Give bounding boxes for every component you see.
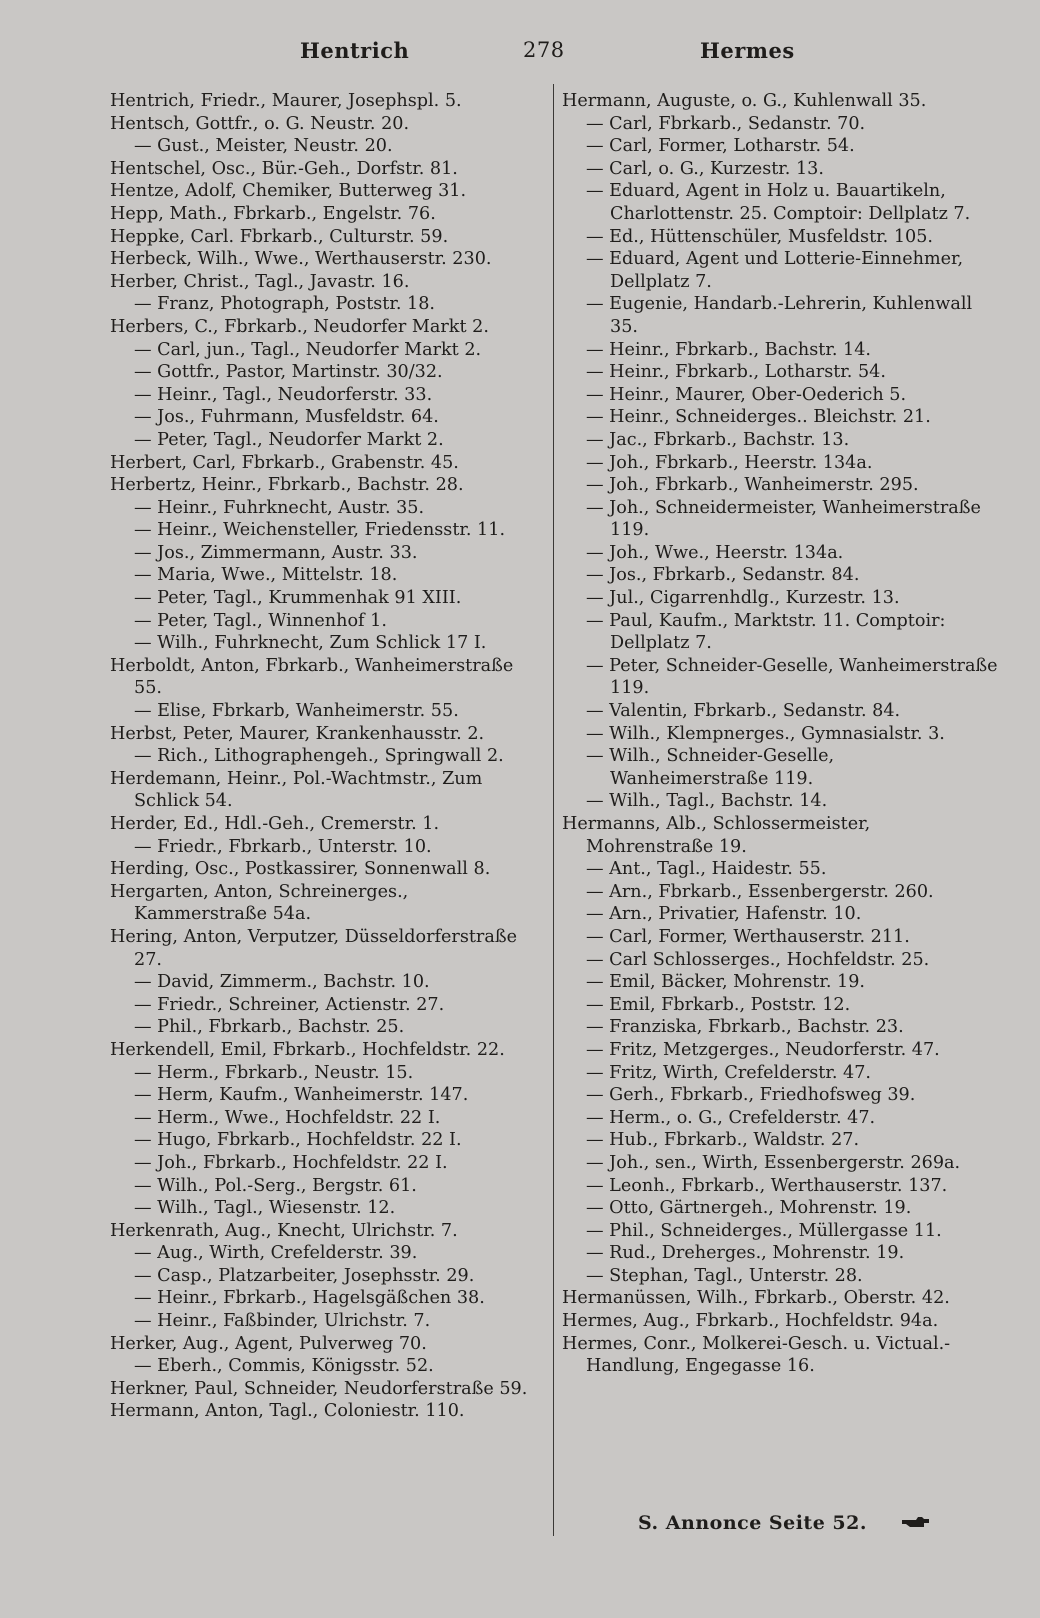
directory-entry: Herbst, Peter, Maurer, Krankenhausstr. 2.: [110, 723, 485, 744]
directory-entry: — Valentin, Fbrkarb., Sedanstr. 84.: [586, 701, 901, 722]
directory-entry: — Wilh., Fuhrknecht, Zum Schlick 17 I.: [134, 633, 487, 654]
directory-entry: Hermann, Anton, Tagl., Coloniestr. 110.: [110, 1401, 465, 1422]
directory-entry: — Hugo, Fbrkarb., Hochfeldstr. 22 I.: [134, 1130, 462, 1151]
directory-entry: — Fritz, Metzgerges., Neudorferstr. 47.: [586, 1039, 940, 1060]
directory-entry: — Heinr., Fuhrknecht, Austr. 35.: [134, 497, 425, 518]
directory-entry: Hentsch, Gottfr., o. G. Neustr. 20.: [110, 113, 410, 134]
directory-entry: Herbertz, Heinr., Fbrkarb., Bachstr. 28.: [110, 475, 464, 496]
directory-entry: — Heinr., Maurer, Ober-Oederich 5.: [586, 384, 907, 405]
directory-entry: Herder, Ed., Hdl.-Geh., Cremerstr. 1.: [110, 814, 440, 834]
directory-entry: Herkner, Paul, Schneider, Neudorferstraße 59.: [110, 1378, 528, 1399]
directory-entry: Hepp, Math., Fbrkarb., Engelstr. 76.: [110, 203, 436, 224]
directory-entry: — Otto, Gärtnergeh., Mohrenstr. 19.: [586, 1198, 912, 1219]
directory-entry: — Eberh., Commis, Königsstr. 52.: [134, 1356, 434, 1377]
directory-entry: — Friedr., Schreiner, Actienstr. 27.: [134, 994, 445, 1015]
page-number: 278: [523, 38, 565, 62]
directory-entry: — Friedr., Fbrkarb., Unterstr. 10.: [134, 836, 432, 857]
directory-entry: — Joh., Wwe., Heerstr. 134a.: [586, 542, 844, 563]
directory-entry: — Emil, Bäcker, Mohrenstr. 19.: [586, 972, 865, 993]
directory-entry: — Joh., Fbrkarb., Wanheimerstr. 295.: [586, 475, 919, 496]
directory-entry: — Fritz, Wirth, Crefelderstr. 47.: [586, 1062, 872, 1083]
directory-entry: — Carl Schlosserges., Hochfeldstr. 25.: [586, 949, 930, 970]
directory-entry: — Eduard, Agent in Holz u. Bauartikeln, Charlottenstr. 25. Comptoir: Dellplatz 7.: [586, 181, 971, 224]
directory-entry: — Franziska, Fbrkarb., Bachstr. 23.: [586, 1017, 904, 1038]
directory-entry: Hermann, Auguste, o. G., Kuhlenwall 35.: [562, 91, 927, 111]
directory-entry: Herboldt, Anton, Fbrkarb., Wanheimerstraße 55.: [110, 655, 514, 699]
directory-entry: — Leonh., Fbrkarb., Werthauserstr. 137.: [586, 1175, 948, 1196]
directory-entry: — Heinr., Fbrkarb., Bachstr. 14.: [586, 339, 871, 360]
directory-entry: Herding, Osc., Postkassirer, Sonnenwall 8.: [110, 859, 491, 880]
directory-entry: — Jos., Fuhrmann, Musfeldstr. 64.: [134, 407, 439, 428]
directory-entry: Hermanüssen, Wilh., Fbrkarb., Oberstr. 42.: [562, 1288, 950, 1309]
directory-entry: — Phil., Fbrkarb., Bachstr. 25.: [134, 1017, 405, 1038]
directory-entry: — Phil., Schneiderges., Müllergasse 11.: [586, 1220, 942, 1241]
directory-entry: — Peter, Schneider-Geselle, Wanheimerstraße 119.: [586, 655, 998, 699]
directory-entry: — Wilh., Klempnerges., Gymnasialstr. 3.: [586, 723, 945, 744]
directory-entry: — Arn., Privatier, Hafenstr. 10.: [586, 904, 862, 925]
directory-entry: — Joh., Fbrkarb., Heerstr. 134a.: [586, 452, 873, 473]
directory-entry: — Herm., Wwe., Hochfeldstr. 22 I.: [134, 1107, 441, 1128]
directory-entry: Herber, Christ., Tagl., Javastr. 16.: [110, 271, 410, 292]
header-right-name: Hermes: [700, 38, 795, 63]
directory-entry: — Carl, Former, Werthauserstr. 211.: [586, 926, 910, 947]
directory-entry: — Paul, Kaufm., Marktstr. 11. Comptoir: Dellplatz 7.: [586, 610, 946, 654]
directory-entry: Herbers, C., Fbrkarb., Neudorfer Markt 2.: [110, 316, 489, 337]
directory-entry: — Carl, o. G., Kurzestr. 13.: [586, 158, 824, 179]
directory-entry: — Carl, Fbrkarb., Sedanstr. 70.: [586, 113, 866, 134]
directory-entry: — Eduard, Agent und Lotterie-Einnehmer, Dellplatz 7.: [586, 249, 964, 292]
right-column: [562, 90, 998, 1378]
directory-entry: — Wilh., Pol.-Serg., Bergstr. 61.: [134, 1175, 417, 1196]
directory-entry: — Wilh., Tagl., Bachstr. 14.: [586, 791, 828, 812]
directory-entry: Hentze, Adolf, Chemiker, Butterweg 31.: [110, 181, 467, 202]
directory-entry: Hermanns, Alb., Schlossermeister, Mohrenstraße 19.: [562, 814, 871, 857]
directory-entry: — Heinr., Faßbinder, Ulrichstr. 7.: [134, 1311, 431, 1332]
directory-entry: Hermes, Conr., Molkerei-Gesch. u. Victual.-Handlung, Engegasse 16.: [562, 1333, 951, 1377]
directory-entry: — Ant., Tagl., Haidestr. 55.: [586, 859, 827, 880]
directory-entry: — Aug., Wirth, Crefelderstr. 39.: [134, 1243, 418, 1264]
pointing-hand-icon: [900, 1515, 930, 1529]
directory-entry: — Heinr., Fbrkarb., Lotharstr. 54.: [586, 362, 886, 383]
directory-entry: Hentschel, Osc., Bür.-Geh., Dorfstr. 81.: [110, 158, 458, 179]
directory-entry: Herbeck, Wilh., Wwe., Werthauserstr. 230.: [110, 249, 492, 270]
annonce-note: S. Annonce Seite 52.: [638, 1512, 867, 1534]
directory-entry: — Peter, Tagl., Neudorfer Markt 2.: [134, 429, 444, 450]
directory-entry: — Heinr., Tagl., Neudorferstr. 33.: [134, 384, 433, 405]
directory-entry: — Joh., sen., Wirth, Essenbergerstr. 269a.: [586, 1152, 961, 1173]
directory-entry: — Eugenie, Handarb.-Lehrerin, Kuhlenwall 35.: [586, 294, 973, 337]
directory-entry: — Carl, jun., Tagl., Neudorfer Markt 2.: [134, 339, 482, 360]
directory-entry: — Herm., Fbrkarb., Neustr. 15.: [134, 1062, 414, 1083]
directory-entry: — Joh., Fbrkarb., Hochfeldstr. 22 I.: [134, 1152, 448, 1173]
directory-entry: — Franz, Photograph, Poststr. 18.: [134, 294, 435, 315]
directory-entry: — Hub., Fbrkarb., Waldstr. 27.: [586, 1130, 860, 1151]
directory-entry: — Gerh., Fbrkarb., Friedhofsweg 39.: [586, 1085, 916, 1106]
directory-entry: Herkenrath, Aug., Knecht, Ulrichstr. 7.: [110, 1220, 458, 1241]
directory-entry: Hermes, Aug., Fbrkarb., Hochfeldstr. 94a.: [562, 1311, 939, 1332]
directory-entry: — Carl, Former, Lotharstr. 54.: [586, 136, 855, 157]
directory-entry: — Elise, Fbrkarb, Wanheimerstr. 55.: [134, 701, 459, 722]
directory-entry: — Rich., Lithographengeh., Springwall 2.: [134, 746, 504, 767]
directory-entry: — Casp., Platzarbeiter, Josephsstr. 29.: [134, 1265, 475, 1286]
directory-entry: — Gottfr., Pastor, Martinstr. 30/32.: [134, 362, 443, 383]
directory-entry: — Heinr., Weichensteller, Friedensstr. 11.: [134, 520, 506, 541]
directory-entry: Herkendell, Emil, Fbrkarb., Hochfeldstr. 22.: [110, 1039, 505, 1060]
directory-entry: — Stephan, Tagl., Unterstr. 28.: [586, 1265, 863, 1286]
column-divider: [553, 84, 554, 1536]
directory-entry: — Wilh., Tagl., Wiesenstr. 12.: [134, 1198, 396, 1219]
directory-entry: — Peter, Tagl., Winnenhof 1.: [134, 610, 387, 631]
directory-entry: Herker, Aug., Agent, Pulverweg 70.: [110, 1333, 427, 1354]
header-left-name: Hentrich: [300, 38, 410, 63]
directory-entry: — Arn., Fbrkarb., Essenbergerstr. 260.: [586, 881, 934, 902]
directory-entry: — Emil, Fbrkarb., Poststr. 12.: [586, 994, 851, 1015]
directory-entry: — Herm, Kaufm., Wanheimerstr. 147.: [134, 1085, 469, 1106]
directory-entry: — Herm., o. G., Crefelderstr. 47.: [586, 1107, 876, 1128]
directory-entry: Heppke, Carl. Fbrkarb., Culturstr. 59.: [110, 226, 449, 247]
directory-entry: — Wilh., Schneider-Geselle, Wanheimerstraße 119.: [586, 746, 835, 789]
directory-entry: Herbert, Carl, Fbrkarb., Grabenstr. 45.: [110, 452, 459, 473]
directory-entry: — Rud., Dreherges., Mohrenstr. 19.: [586, 1243, 905, 1264]
directory-entry: — Jos., Fbrkarb., Sedanstr. 84.: [586, 565, 860, 586]
directory-entry: — Heinr., Schneiderges.. Bleichstr. 21.: [586, 407, 931, 428]
directory-entry: — David, Zimmerm., Bachstr. 10.: [134, 972, 430, 993]
directory-entry: — Joh., Schneidermeister, Wanheimerstraße 119.: [586, 497, 981, 541]
directory-entry: Hergarten, Anton, Schreinerges., Kammerstraße 54a.: [110, 881, 409, 925]
directory-entry: Herdemann, Heinr., Pol.-Wachtmstr., Zum Schlick 54.: [110, 768, 483, 812]
directory-entry: — Jos., Zimmermann, Austr. 33.: [134, 542, 418, 563]
directory-entry: — Jac., Fbrkarb., Bachstr. 13.: [586, 429, 850, 450]
directory-entry: — Gust., Meister, Neustr. 20.: [134, 136, 393, 157]
directory-entry: Hentrich, Friedr., Maurer, Josephspl. 5.: [110, 91, 462, 111]
directory-entry: — Maria, Wwe., Mittelstr. 18.: [134, 565, 398, 586]
left-column: [110, 90, 542, 1423]
directory-entry: Hering, Anton, Verputzer, Düsseldorferstraße 27.: [110, 926, 518, 970]
directory-entry: — Heinr., Fbrkarb., Hagelsgäßchen 38.: [134, 1288, 485, 1309]
directory-entry: — Peter, Tagl., Krummenhak 91 XIII.: [134, 588, 462, 609]
directory-entry: — Ed., Hüttenschüler, Musfeldstr. 105.: [586, 226, 933, 247]
directory-entry: — Jul., Cigarrenhdlg., Kurzestr. 13.: [586, 588, 900, 609]
